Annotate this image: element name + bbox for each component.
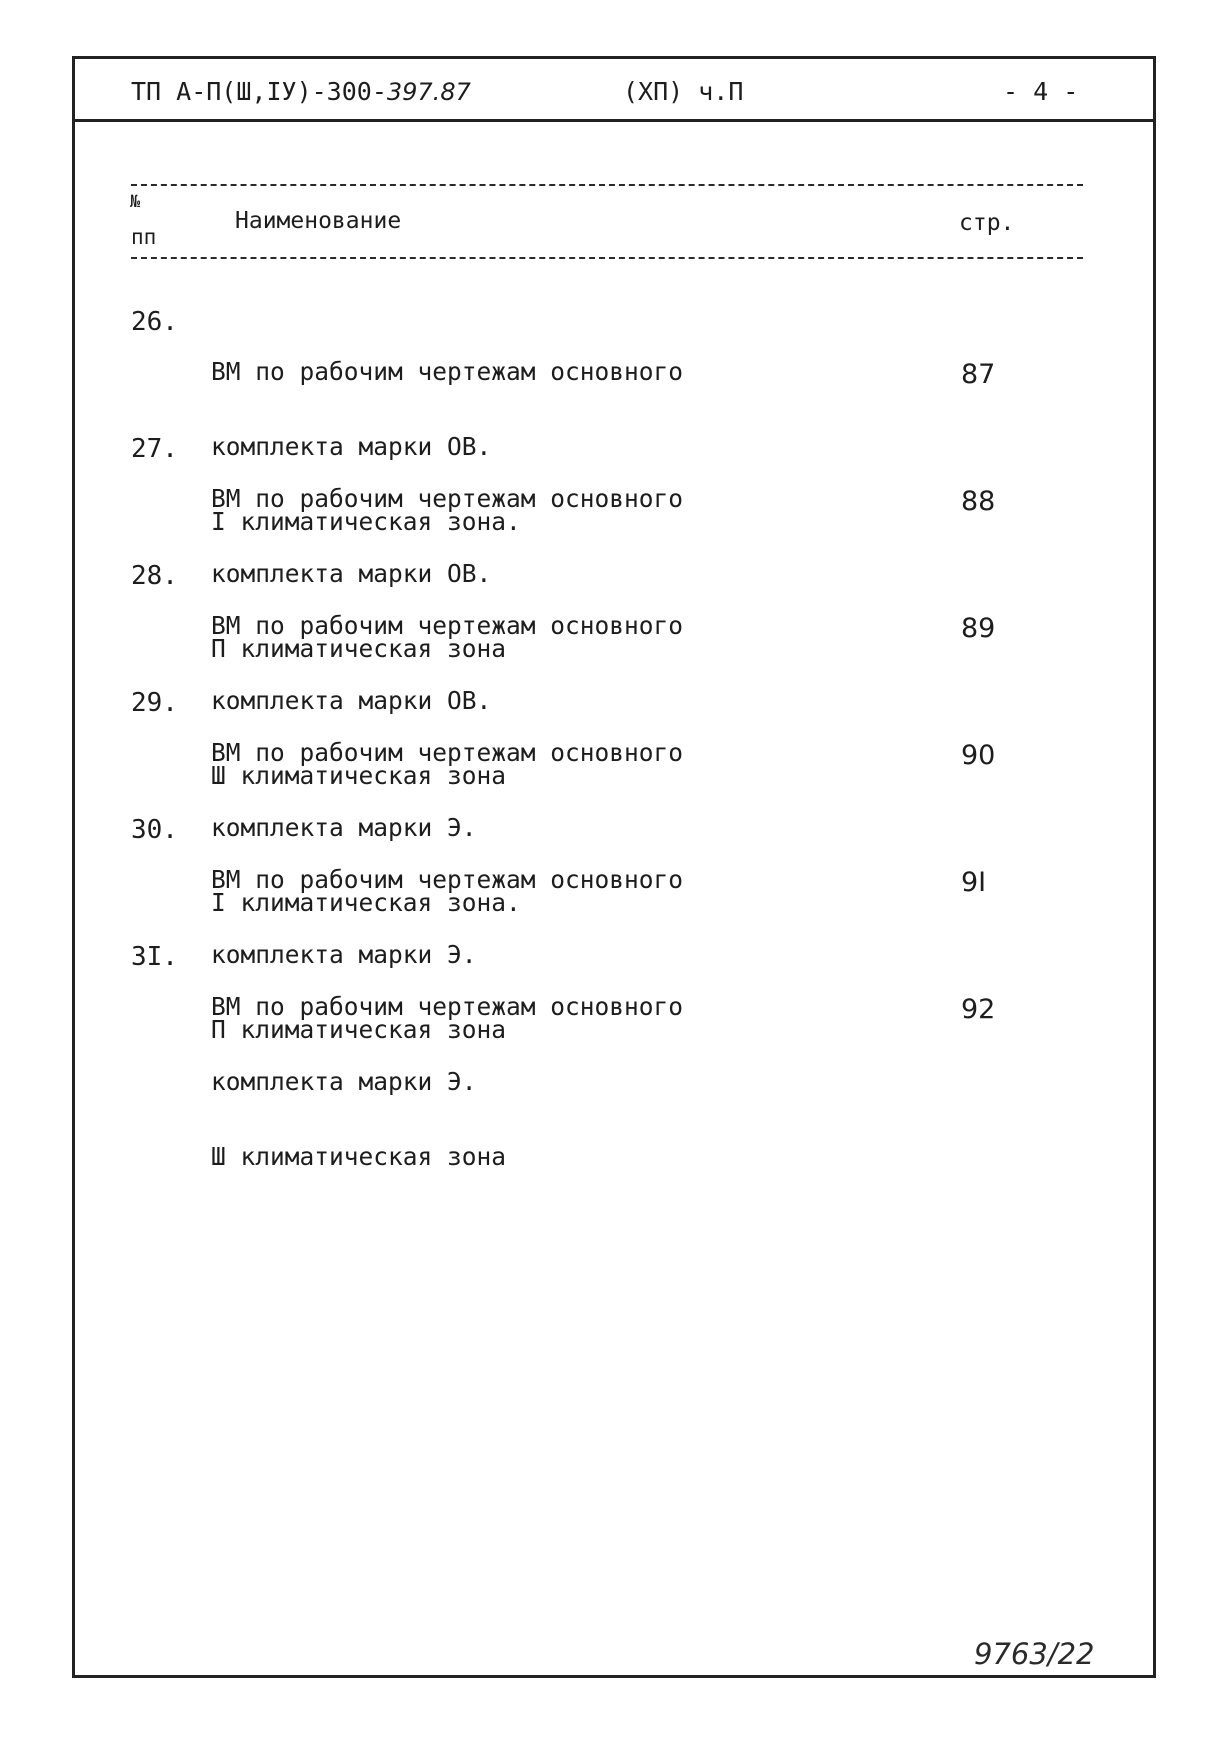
document-header xyxy=(75,59,1153,122)
entry-number: 26. xyxy=(131,307,178,337)
entry-line: комплекта марки ОВ. xyxy=(211,559,492,588)
entry-page: 90 xyxy=(961,740,996,771)
document-part: (ХП) ч.П xyxy=(623,77,744,106)
document-code xyxy=(131,77,471,106)
entry-number: 3I. xyxy=(131,942,178,972)
page-frame xyxy=(72,56,1156,1678)
column-name-header: Наименование xyxy=(235,208,402,234)
entry-line: комплекта марки ОВ. xyxy=(211,686,492,715)
column-page-header: стр. xyxy=(959,210,1015,236)
entry-line: ВМ по рабочим чертежам основного xyxy=(211,484,684,513)
entry-line: I климатическая зона. xyxy=(211,507,521,536)
entry-number: 29. xyxy=(131,688,178,718)
entry-page: 88 xyxy=(961,486,996,517)
entry-page: 92 xyxy=(961,994,996,1025)
archive-number: 9763/22 xyxy=(974,1637,1095,1671)
entry-line: ВМ по рабочим чертежам основного xyxy=(211,865,684,894)
list-item xyxy=(131,942,1083,1171)
table-header-rule xyxy=(131,257,1083,259)
table-top-rule xyxy=(131,184,1083,186)
entry-line: комплекта марки Э. xyxy=(211,813,477,842)
document-code-handwritten: 397.87 xyxy=(386,78,471,106)
entry-line: ВМ по рабочим чертежам основного xyxy=(211,357,684,386)
entry-line: ВМ по рабочим чертежам основного xyxy=(211,738,684,767)
entry-line: Ш климатическая зона xyxy=(211,1142,507,1171)
entry-page: 87 xyxy=(961,359,996,390)
entry-line: ВМ по рабочим чертежам основного xyxy=(211,611,684,640)
entry-line: I климатическая зона. xyxy=(211,888,521,917)
entry-line: П климатическая зона xyxy=(211,634,507,663)
document-code-prefix: ТП А-П(Ш,IУ)-300- xyxy=(131,77,387,106)
entry-line: Ш климатическая зона xyxy=(211,761,507,790)
entry-line: П климатическая зона xyxy=(211,1015,507,1044)
column-number-sign: № xyxy=(130,192,141,212)
column-number-abbr: пп xyxy=(131,225,157,249)
entry-page: 9I xyxy=(961,867,987,898)
entry-number: 28. xyxy=(131,561,178,591)
entry-line: комплекта марки Э. xyxy=(211,940,477,969)
entry-page: 89 xyxy=(961,613,996,644)
page-number: - 4 - xyxy=(1003,77,1079,106)
entry-number: 30. xyxy=(131,815,178,845)
entry-title xyxy=(211,940,684,1219)
entry-line: ВМ по рабочим чертежам основного xyxy=(211,992,684,1021)
entry-number: 27. xyxy=(131,434,178,464)
entry-line: комплекта марки ОВ. xyxy=(211,432,492,461)
entry-line: комплекта марки Э. xyxy=(211,1067,477,1096)
